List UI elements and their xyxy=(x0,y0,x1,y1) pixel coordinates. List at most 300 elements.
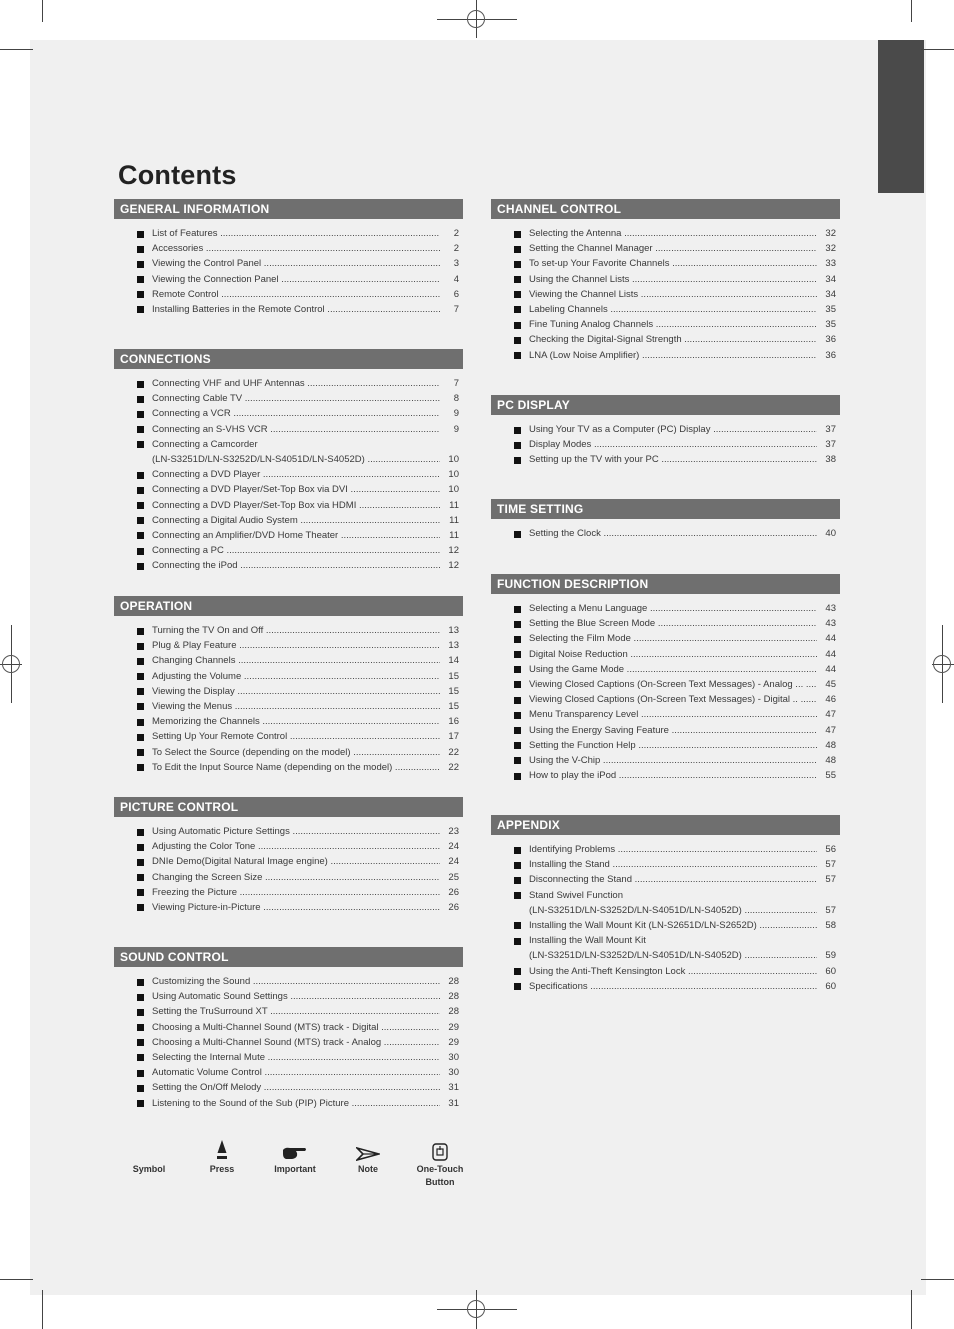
bullet-square-icon xyxy=(137,472,144,479)
toc-entry-title: Menu Transparency Level ..... xyxy=(529,707,817,722)
toc-entry-page: 11 xyxy=(449,514,459,526)
toc-entry xyxy=(114,1020,463,1035)
toc-entry xyxy=(491,526,840,541)
toc-entry-title: Display Modes ..... xyxy=(529,437,817,452)
bullet-square-icon xyxy=(137,441,144,448)
toc-entry-page: 45 xyxy=(825,678,836,690)
bullet-square-icon xyxy=(137,1054,144,1061)
toc-entry xyxy=(491,256,840,271)
toc-entry-page: 25 xyxy=(448,871,459,883)
note-arrow-icon xyxy=(333,1135,403,1161)
toc-entry-page: 31 xyxy=(448,1082,459,1094)
toc-entry xyxy=(491,631,840,646)
toc-entry xyxy=(491,647,840,662)
toc-entry xyxy=(114,1035,463,1050)
toc-entry-title: Using the Anti-Theft Kensington Lock ..... xyxy=(529,964,817,979)
bullet-square-icon xyxy=(137,889,144,896)
toc-entry-title: Viewing the Display ..... xyxy=(152,684,440,699)
bullet-square-icon xyxy=(514,427,521,434)
toc-entry xyxy=(114,699,463,714)
bullet-square-icon xyxy=(514,773,521,780)
toc-entry-page: 7 xyxy=(453,303,459,315)
toc-entry-title: Connecting VHF and UHF Antennas ..... xyxy=(152,376,440,391)
bullet-square-icon xyxy=(137,904,144,911)
toc-entry xyxy=(491,738,840,753)
toc-entry-page: 15 xyxy=(448,685,459,697)
toc-entry xyxy=(114,287,463,302)
bullet-square-icon xyxy=(514,847,521,854)
bullet-square-icon xyxy=(514,231,521,238)
toc-entry xyxy=(114,760,463,775)
crop-mark xyxy=(921,49,954,50)
toc-entry-page: 23 xyxy=(448,826,459,837)
legend-press xyxy=(187,1135,257,1176)
toc-entry xyxy=(491,964,840,979)
section-heading: CONNECTIONS xyxy=(114,349,463,369)
toc-entry xyxy=(114,422,463,437)
bullet-square-icon xyxy=(137,1009,144,1016)
bullet-square-icon xyxy=(514,983,521,990)
toc-entry-title: Setting the TruSurround XT ..... xyxy=(152,1004,440,1019)
bullet-square-icon xyxy=(514,442,521,449)
toc-entry-title: Using Your TV as a Computer (PC) Display ..... xyxy=(529,422,817,437)
press-arrow-icon xyxy=(187,1135,257,1161)
bullet-square-icon xyxy=(514,938,521,945)
section-function-description xyxy=(491,574,840,783)
crop-mark xyxy=(911,1290,912,1329)
legend-label-line: One-Touch xyxy=(416,1164,464,1174)
section-picture-control xyxy=(114,797,463,915)
toc-entry-title: Selecting the Film Mode ..... xyxy=(529,631,817,646)
bullet-square-icon xyxy=(137,261,144,268)
toc-entry-title: Setting up the TV with your PC ..... xyxy=(529,452,817,467)
toc-entry-title: Connecting a Digital Audio System ..... xyxy=(152,513,440,528)
toc-entry-page: 47 xyxy=(825,709,836,721)
toc-entry xyxy=(114,272,463,287)
toc-entry-page: 24 xyxy=(448,841,459,853)
edge-tab xyxy=(878,40,924,193)
toc-entry xyxy=(114,241,463,256)
toc-entry-page: 43 xyxy=(825,618,836,630)
toc-entry-title: Connecting an S-VHS VCR ..... xyxy=(152,422,440,437)
bullet-square-icon xyxy=(514,606,521,613)
toc-list xyxy=(114,219,463,317)
bullet-square-icon xyxy=(137,306,144,313)
toc-entry-title: Using Automatic Picture Settings ..... xyxy=(152,824,440,839)
toc-entry xyxy=(491,723,840,738)
toc-entry xyxy=(114,1096,463,1111)
bullet-square-icon xyxy=(137,703,144,710)
toc-entry-page: 60 xyxy=(825,965,836,977)
toc-entry xyxy=(491,616,840,631)
crop-mark xyxy=(921,1279,954,1280)
bullet-square-icon xyxy=(137,734,144,741)
toc-entry-page: 43 xyxy=(825,603,836,614)
bullet-square-icon xyxy=(137,994,144,1001)
bullet-square-icon xyxy=(137,563,144,570)
bullet-square-icon xyxy=(137,829,144,836)
toc-entry xyxy=(491,918,840,933)
toc-entry-page: 26 xyxy=(448,901,459,913)
toc-entry-title: Customizing the Sound ..... xyxy=(152,974,440,989)
toc-entry-title: Accessories ..... xyxy=(152,241,440,256)
toc-entry xyxy=(491,948,840,963)
toc-entry-page: 11 xyxy=(449,499,459,511)
bullet-square-icon xyxy=(514,742,521,749)
toc-entry xyxy=(491,332,840,347)
section-heading: CHANNEL CONTROL xyxy=(491,199,840,219)
toc-entry-page: 3 xyxy=(453,258,459,270)
bullet-square-icon xyxy=(137,411,144,418)
toc-entry xyxy=(491,348,840,363)
bullet-square-icon xyxy=(137,381,144,388)
bullet-square-icon xyxy=(137,246,144,253)
toc-entry xyxy=(114,974,463,989)
bullet-square-icon xyxy=(514,681,521,688)
registration-mark xyxy=(467,10,485,28)
section-heading: FUNCTION DESCRIPTION xyxy=(491,574,840,594)
registration-mark xyxy=(933,655,951,673)
toc-entry-page: 56 xyxy=(825,844,836,855)
toc-entry xyxy=(114,467,463,482)
bullet-square-icon xyxy=(137,688,144,695)
toc-entry-title: Viewing the Channel Lists ..... xyxy=(529,287,817,302)
bullet-square-icon xyxy=(137,276,144,283)
toc-entry-title: Viewing the Menus ..... xyxy=(152,699,440,714)
toc-entry xyxy=(491,422,840,437)
bullet-square-icon xyxy=(137,396,144,403)
toc-entry xyxy=(491,302,840,317)
toc-entry-page: 48 xyxy=(825,739,836,751)
toc-entry-page: 2 xyxy=(453,228,459,239)
legend-important xyxy=(260,1135,330,1176)
bullet-square-icon xyxy=(514,291,521,298)
toc-entry-page: 10 xyxy=(448,453,459,465)
toc-entry-page: 30 xyxy=(448,1067,459,1079)
toc-entry-title: Digital Noise Reduction ..... xyxy=(529,647,817,662)
crop-mark xyxy=(42,1290,43,1329)
bullet-square-icon xyxy=(514,337,521,344)
bullet-square-icon xyxy=(514,261,521,268)
toc-entry xyxy=(491,857,840,872)
toc-entry-page: 38 xyxy=(825,454,836,466)
toc-entry xyxy=(114,1080,463,1095)
toc-entry-title: Selecting the Antenna ..... xyxy=(529,226,817,241)
toc-entry-title: Installing the Wall Mount Kit xyxy=(529,935,646,947)
toc-entry-page: 59 xyxy=(825,950,836,962)
toc-entry xyxy=(114,498,463,513)
toc-entry xyxy=(491,317,840,332)
toc-entry xyxy=(114,452,463,467)
toc-entry-title: To set-up Your Favorite Channels ..... xyxy=(529,256,817,271)
toc-entry xyxy=(114,729,463,744)
toc-entry-page: 33 xyxy=(825,258,836,270)
toc-entry-title: Fine Tuning Analog Channels ..... xyxy=(529,317,817,332)
toc-entry-page: 26 xyxy=(448,886,459,898)
bullet-square-icon xyxy=(137,1039,144,1046)
toc-entry xyxy=(491,287,840,302)
toc-entry-title: To Select the Source (depending on the model) ..... xyxy=(152,745,440,760)
crop-mark xyxy=(0,1279,33,1280)
toc-entry-title: Plug & Play Feature ..... xyxy=(152,638,440,653)
bullet-square-icon xyxy=(137,643,144,650)
toc-entry-title: LNA (Low Noise Amplifier) ..... xyxy=(529,348,817,363)
toc-entry xyxy=(114,543,463,558)
toc-entry-title: Selecting a Menu Language ..... xyxy=(529,601,817,616)
bullet-square-icon xyxy=(514,457,521,464)
registration-mark xyxy=(2,655,20,673)
toc-list xyxy=(491,835,840,994)
toc-entry xyxy=(114,745,463,760)
toc-entry-page: 13 xyxy=(448,640,459,652)
toc-entry xyxy=(114,558,463,573)
toc-entry-page: 17 xyxy=(448,731,459,743)
toc-entry-title: Adjusting the Volume ..... xyxy=(152,669,440,684)
toc-entry-page: 16 xyxy=(448,716,459,728)
bullet-square-icon xyxy=(137,502,144,509)
toc-entry xyxy=(114,623,463,638)
toc-entry-title: Connecting a DVD Player/Set-Top Box via HDMI ..... xyxy=(152,498,440,513)
toc-entry-title: Using the Game Mode ..... xyxy=(529,662,817,677)
toc-entry xyxy=(114,528,463,543)
toc-entry-page: 40 xyxy=(825,528,836,539)
toc-entry xyxy=(114,406,463,421)
toc-entry-page: 2 xyxy=(453,243,459,255)
toc-entry-page: 34 xyxy=(825,273,836,285)
crop-mark xyxy=(911,0,912,22)
bullet-square-icon xyxy=(137,874,144,881)
toc-entry-page: 57 xyxy=(825,904,836,916)
toc-entry-page: 37 xyxy=(825,439,836,451)
toc-entry-page: 35 xyxy=(825,319,836,331)
toc-entry xyxy=(114,839,463,854)
toc-entry-page: 36 xyxy=(825,334,836,346)
legend-one-touch-button xyxy=(405,1135,475,1189)
toc-entry xyxy=(114,513,463,528)
bullet-square-icon xyxy=(137,1100,144,1107)
toc-entry-title: Changing the Screen Size ..... xyxy=(152,870,440,885)
bullet-square-icon xyxy=(137,719,144,726)
toc-entry-page: 28 xyxy=(448,976,459,987)
toc-entry xyxy=(491,933,840,948)
toc-entry-title: Viewing Closed Captions (On-Screen Text Messages) - Analog ... ..... xyxy=(529,677,817,692)
toc-entry-title: Using Automatic Sound Settings ..... xyxy=(152,989,440,1004)
bullet-square-icon xyxy=(514,727,521,734)
toc-entry-title: Viewing Picture-in-Picture ..... xyxy=(152,900,440,915)
toc-entry-page: 32 xyxy=(825,243,836,255)
toc-entry-title: Installing Batteries in the Remote Control ..... xyxy=(152,302,440,317)
legend-label: Symbol xyxy=(132,1164,166,1174)
section-time-setting xyxy=(491,499,840,541)
toc-entry-page: 12 xyxy=(448,560,459,572)
bullet-square-icon xyxy=(514,922,521,929)
toc-entry-page: 29 xyxy=(448,1021,459,1033)
registration-mark xyxy=(467,1300,485,1318)
bullet-square-icon xyxy=(514,531,521,538)
toc-entry-title: Checking the Digital-Signal Strength ..... xyxy=(529,332,817,347)
toc-entry xyxy=(491,768,840,783)
toc-entry xyxy=(491,601,840,616)
toc-entry xyxy=(114,669,463,684)
toc-entry xyxy=(114,226,463,241)
bullet-square-icon xyxy=(137,426,144,433)
crop-mark xyxy=(0,49,33,50)
toc-entry-page: 15 xyxy=(448,670,459,682)
symbol-legend xyxy=(114,1135,474,1195)
toc-entry-title: DNIe Demo(Digital Natural Image engine) ..... xyxy=(152,854,440,869)
toc-entry xyxy=(114,653,463,668)
toc-entry-page: 58 xyxy=(825,919,836,931)
toc-entry-title: Setting the On/Off Melody ..... xyxy=(152,1080,440,1095)
toc-entry-title: Using the Channel Lists ..... xyxy=(529,272,817,287)
bullet-square-icon xyxy=(514,651,521,658)
toc-entry xyxy=(114,482,463,497)
toc-entry-title: Listening to the Sound of the Sub (PIP) Picture ..... xyxy=(152,1096,440,1111)
toc-entry xyxy=(491,241,840,256)
toc-entry-page: 44 xyxy=(825,648,836,660)
bullet-square-icon xyxy=(137,532,144,539)
toc-entry-page: 6 xyxy=(453,288,459,300)
bullet-square-icon xyxy=(137,517,144,524)
one-touch-button-icon xyxy=(405,1135,475,1161)
toc-entry-page: 28 xyxy=(448,1006,459,1018)
bullet-square-icon xyxy=(137,764,144,771)
toc-entry-title: Setting Up Your Remote Control ..... xyxy=(152,729,440,744)
toc-entry-page: 57 xyxy=(825,859,836,871)
toc-entry xyxy=(491,272,840,287)
section-channel-control xyxy=(491,199,840,363)
bullet-square-icon xyxy=(514,712,521,719)
legend-label: Note xyxy=(358,1164,378,1174)
section-connections xyxy=(114,349,463,573)
toc-entry-title: How to play the iPod ..... xyxy=(529,768,817,783)
toc-entry xyxy=(491,872,840,887)
toc-entry-page: 7 xyxy=(453,378,459,389)
toc-entry xyxy=(491,979,840,994)
bullet-square-icon xyxy=(137,548,144,555)
bullet-square-icon xyxy=(137,487,144,494)
bullet-square-icon xyxy=(514,892,521,899)
toc-list xyxy=(114,967,463,1111)
toc-entry xyxy=(491,437,840,452)
toc-entry-page: 37 xyxy=(825,424,836,435)
toc-entry-page: 28 xyxy=(448,991,459,1003)
toc-entry-page: 34 xyxy=(825,288,836,300)
bullet-square-icon xyxy=(137,231,144,238)
toc-entry-title: Freezing the Picture ..... xyxy=(152,885,440,900)
toc-entry-page: 31 xyxy=(448,1097,459,1109)
toc-entry-title: Viewing Closed Captions (On-Screen Text Messages) - Digital .. ..... xyxy=(529,692,817,707)
toc-entry xyxy=(114,256,463,271)
toc-entry xyxy=(114,376,463,391)
toc-entry-page: 35 xyxy=(825,303,836,315)
bullet-square-icon xyxy=(514,352,521,359)
toc-entry xyxy=(491,452,840,467)
section-appendix xyxy=(491,815,840,994)
bullet-square-icon xyxy=(514,666,521,673)
bullet-square-icon xyxy=(514,621,521,628)
toc-entry xyxy=(114,989,463,1004)
bullet-square-icon xyxy=(514,697,521,704)
toc-entry xyxy=(491,677,840,692)
toc-entry-title: Setting the Blue Screen Mode ..... xyxy=(529,616,817,631)
bullet-square-icon xyxy=(137,291,144,298)
bullet-square-icon xyxy=(514,276,521,283)
bullet-square-icon xyxy=(137,1085,144,1092)
toc-entry-title: Connecting the iPod ..... xyxy=(152,558,440,573)
page-title: Contents xyxy=(118,160,237,190)
toc-entry-page: 44 xyxy=(825,633,836,645)
toc-entry-page: 8 xyxy=(453,393,459,405)
bullet-square-icon xyxy=(514,877,521,884)
toc-entry xyxy=(491,707,840,722)
section-heading: SOUND CONTROL xyxy=(114,947,463,967)
legend-label xyxy=(405,1163,475,1189)
toc-entry-page: 12 xyxy=(448,545,459,557)
toc-entry xyxy=(114,1065,463,1080)
toc-entry xyxy=(114,391,463,406)
toc-entry-title: Turning the TV On and Off ..... xyxy=(152,623,440,638)
section-sound-control xyxy=(114,947,463,1111)
bullet-square-icon xyxy=(514,968,521,975)
toc-entry-title: Connecting Cable TV ..... xyxy=(152,391,440,406)
toc-entry xyxy=(114,824,463,839)
bullet-square-icon xyxy=(137,628,144,635)
toc-entry-page: 32 xyxy=(825,228,836,239)
legend-symbol xyxy=(114,1135,184,1176)
toc-entry-page: 29 xyxy=(448,1036,459,1048)
section-heading: PC DISPLAY xyxy=(491,395,840,415)
toc-entry-title: Stand Swivel Function xyxy=(529,889,623,901)
section-heading: PICTURE CONTROL xyxy=(114,797,463,817)
toc-entry-page: 60 xyxy=(825,980,836,992)
toc-list xyxy=(491,219,840,363)
toc-entry-page: 15 xyxy=(448,700,459,712)
toc-entry-title: Adjusting the Color Tone ..... xyxy=(152,839,440,854)
legend-note xyxy=(333,1135,403,1176)
bullet-square-icon xyxy=(137,979,144,986)
toc-entry xyxy=(114,638,463,653)
toc-entry-page: 57 xyxy=(825,874,836,886)
toc-entry xyxy=(491,888,840,903)
toc-entry-title: (LN-S3251D/LN-S3252D/LN-S4051D/LN-S4052D) ..... xyxy=(529,948,817,963)
section-operation xyxy=(114,596,463,775)
toc-entry-page: 44 xyxy=(825,663,836,675)
toc-list xyxy=(114,616,463,775)
toc-entry-page: 14 xyxy=(448,655,459,667)
toc-list xyxy=(491,594,840,783)
toc-entry-title: (LN-S3251D/LN-S3252D/LN-S4051D/LN-S4052D) ..... xyxy=(529,903,817,918)
toc-entry-title: Connecting a DVD Player ..... xyxy=(152,467,440,482)
toc-entry-page: 9 xyxy=(453,408,459,420)
toc-entry xyxy=(491,692,840,707)
crop-mark xyxy=(42,0,43,22)
toc-entry-title: Labeling Channels ..... xyxy=(529,302,817,317)
toc-entry xyxy=(114,1050,463,1065)
toc-entry xyxy=(114,870,463,885)
toc-entry-title: Specifications ..... xyxy=(529,979,817,994)
toc-list xyxy=(114,369,463,573)
toc-entry-title: Using the Energy Saving Feature ..... xyxy=(529,723,817,738)
toc-entry-page: 36 xyxy=(825,349,836,361)
toc-entry xyxy=(491,662,840,677)
toc-entry-title: Connecting a PC ..... xyxy=(152,543,440,558)
toc-entry-page: 22 xyxy=(448,746,459,758)
bullet-square-icon xyxy=(137,1070,144,1077)
toc-entry-page: 47 xyxy=(825,724,836,736)
toc-entry-title: To Edit the Input Source Name (depending on the model) ..... xyxy=(152,760,440,775)
toc-entry-title: Memorizing the Channels ..... xyxy=(152,714,440,729)
